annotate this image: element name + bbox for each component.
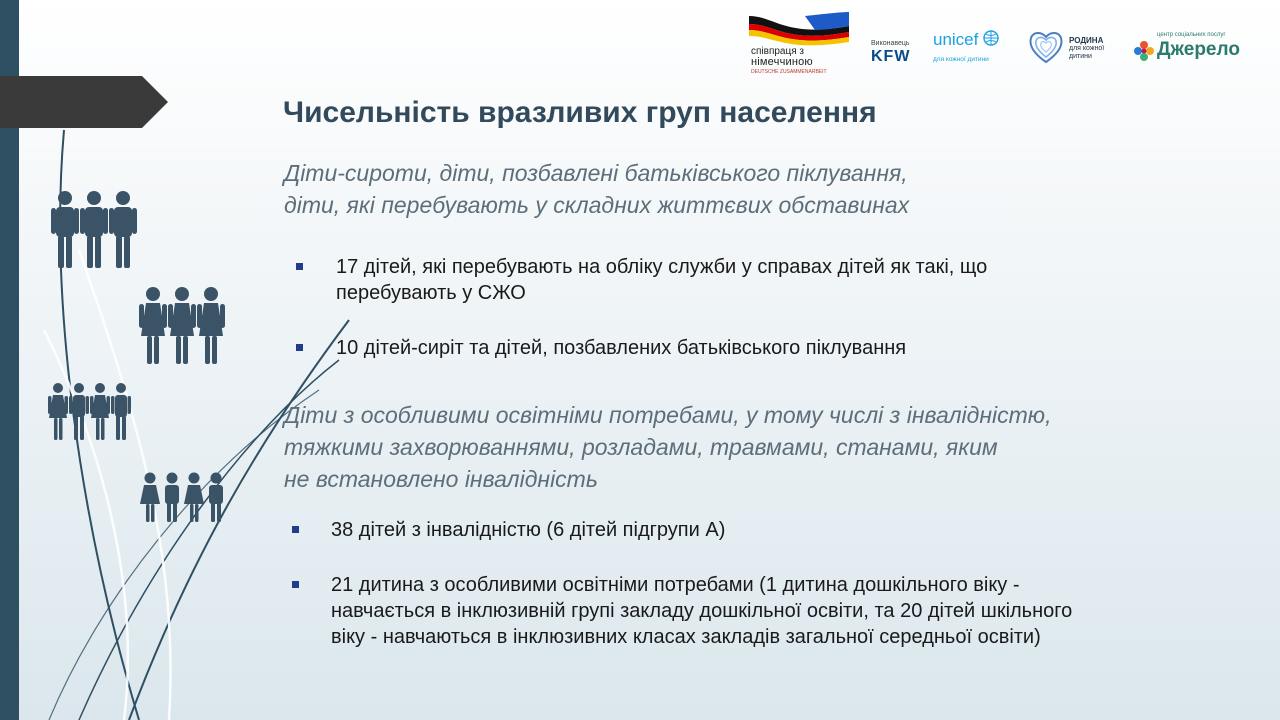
list-item-line: 38 дітей з інвалідністю (6 дітей підгрупи А) [331,519,726,541]
rodyna-logo-line1: РОДИНА [1069,36,1104,45]
germany-ukraine-flag-icon [745,12,853,46]
list-item [296,335,906,361]
rodyna-logo-line3: дитини [1069,53,1092,60]
rodyna-logo [1027,28,1137,68]
list-item [292,572,1072,650]
heart-icon [1027,28,1065,66]
germany-logo-line1: співпраця з [751,46,804,57]
section1-subtitle [284,157,909,221]
dzherelo-logo-line2: Джерело [1157,39,1240,60]
list-item-line: 21 дитина з особливими освітніми потребами (1 дитина дошкільного віку - [331,574,1020,596]
section2-subtitle [284,399,1051,495]
bullet-square-icon [292,526,299,533]
kfw-logo [871,40,921,70]
list-item-line: 17 дітей, які перебувають на обліку служби у справах дітей як такі, що [336,256,988,278]
unicef-globe-icon [983,30,999,46]
unicef-logo [933,30,1013,74]
flower-icon [1133,40,1155,62]
three-women-icon [138,286,226,368]
dzherelo-logo-line1: центр соціальних послуг [1157,32,1226,38]
list-item-line: перебувають у СЖО [336,282,526,304]
partner-logos [745,12,1265,82]
unicef-logo-line1: unicef [933,30,979,49]
dzherelo-logo [1133,32,1263,72]
kfw-logo-line1: Виконавець [871,40,910,47]
three-men-icon [50,190,140,272]
list-item-line: віку - навчаються в інклюзивних класах закладів загальної середньої освіти) [331,626,1041,648]
section1-subtitle-line: Діти-сироти, діти, позбавлені батьківського піклування, [284,160,908,186]
rodyna-logo-line2: для кожної [1069,45,1105,52]
germany-cooperation-logo [745,12,857,78]
list-item [292,517,725,543]
kfw-logo-line2: KFW [871,48,911,65]
germany-logo-line3: DEUTSCHE ZUSAMMENARBEIT [751,69,827,75]
section2-subtitle-line: тяжкими захворюваннями, розладами, травмами, станами, яким [284,434,998,460]
section1-subtitle-line: діти, які перебувають у складних життєвих обставинах [284,192,910,218]
list-item-line: 10 дітей-сиріт та дітей, позбавлених батьківського піклування [336,337,907,359]
unicef-logo-line2: для кожної дитини [933,56,989,63]
four-children-icon [140,472,228,524]
list-item-line: навчається в інклюзивній групі закладу дошкільної освіти, та 20 дітей шкільного [331,600,1073,622]
four-people-icon [48,382,134,442]
bullet-square-icon [292,581,299,588]
page-title: Чисельність вразливих груп населення [283,96,877,129]
bullet-square-icon [296,263,303,270]
section2-subtitle-line: не встановлено інвалідність [284,466,598,492]
list-item [296,254,987,306]
section2-subtitle-line: Діти з особливими освітніми потребами, у тому числі з інвалідністю, [284,402,1052,428]
germany-logo-line2: німеччиною [751,56,813,68]
bullet-square-icon [296,344,303,351]
